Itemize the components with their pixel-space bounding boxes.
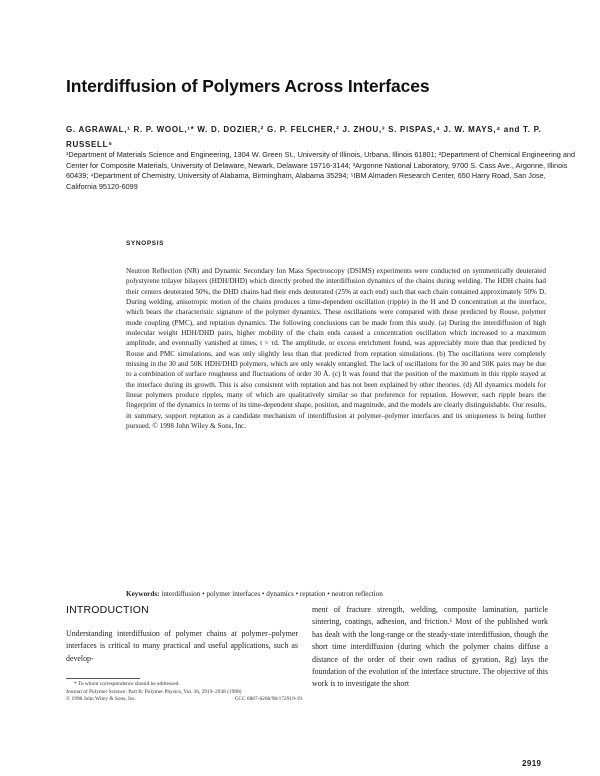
footnote-copyright: © 1998 John Wiley & Sons, Inc. <box>66 696 137 703</box>
footnote-journal: Journal of Polymer Science: Part B: Polymer Physics, Vol. 36, 2919–2938 (1998) <box>66 688 242 695</box>
article-title: Interdiffusion of Polymers Across Interfaces <box>66 76 430 96</box>
keywords-list: interdiffusion • polymer interfaces • dynamics • reptation • neutron reflection <box>161 590 383 598</box>
page-number: 2919 <box>522 759 542 768</box>
author-list: G. AGRAWAL,¹ R. P. WOOL,¹* W. D. DOZIER,² G. P. FELCHER,² J. ZHOU,³ S. PISPAS,⁴ J. W. MAYS,⁴ and T. P. RUSSELL⁵ <box>66 125 542 149</box>
footnote-divider <box>66 678 140 679</box>
introduction-left-column: Understanding interdiffusion of polymer chains at polymer–polymer interfaces is critical to many practical and useful applications, such as develop- <box>66 629 298 663</box>
affiliations: ¹Department of Materials Science and Engineering, 1304 W. Green St., University of Illinois, Urbana, Illinois 61801; ²Department of Chemical Engineering and Center for Composite Materials, University of Delaware, Newark, Delaware 19716-3144; ³Argonne National Laboratory, 9700 S. Cass Ave., Argonne, Illinois 60439; ⁴Department of Chemistry, University of Alabama, Birmingham, Alabama 35294; ⁵IBM Almaden Research Center, 650 Harry Road, San Jose, California 95120-6099 <box>66 150 576 191</box>
footnote-ccc: CCC 0887-6266/98/172919-19 <box>234 696 302 703</box>
footnote-correspondence: * To whom correspondence should be addressed. <box>74 681 180 687</box>
footnote-copyright-line <box>66 696 302 704</box>
introduction-heading: INTRODUCTION <box>66 604 149 616</box>
synopsis-abstract: Neutron Reflection (NR) and Dynamic Secondary Ion Mass Spectroscopy (DSIMS) experiments were conducted on symmetrically deuterated polystyrene trilayer bilayers (HDH/DHD) which directly probed the interdiffusion dynamics of the chains during welding. The HDH chains had their centers deuterated 50%, the DHD chains had their ends deuterated (25% at each end) such that each chain contained approximately 50% D. During welding, anisotropic motion of the chains produces a time-dependent oscillation (ripple) in the H and D concentration at the interface, which bears the characteristic signature of the polymer dynamics. These oscillations were compared with those predicted by Rouse, polymer mode coupling (PMC), and reptation dynamics. The following conclusions can be made from this study. (a) During the interdiffusion of high molecular weight HDH/DHD pairs, higher mobility of the chain ends caused a concentration oscillation which increased to a maximum amplitude, and eventually vanished at times, t > τd. The amplitude, or excess enrichment found, was appreciably more than that predicted by Rouse and PMC simulations, and was only slightly less than that predicted from reptation simulations. (b) The oscillations were completely missing in the 30 and 50K HDH/DHD polymers, which are only weakly entangled. The lack of oscillations for the 30 and 50K pairs may be due to a combination of surface roughness and fluctuations of order 30 Å. (c) It was found that the position of the maximum in this ripple stayed at the interface during its growth. This is also consistent with reptation and has not been explained by other theories. (d) All dynamics models for linear polymers produce ripples, many of which are qualitatively similar so that preference for reptation. However, each ripple bears the fingerprint of the dynamics in terms of its time-dependent shape, position, and magnitude, and the models are clearly distinguishable. Our results, in summary, support reptation as a candidate mechanism of interdiffusion at polymer–polymer interfaces and its uniqueness is being further pursued. © 1998 John Wiley & Sons, Inc. <box>126 267 546 431</box>
footnotes <box>66 681 302 704</box>
keywords-line <box>126 589 546 599</box>
keywords-label: Keywords: <box>126 590 160 598</box>
introduction-right-column: ment of fracture strength, welding, composite lamination, particle sintering, coatings, adhesion, and friction.¹ Most of the published work has dealt with the long-range or the steady-state interdiffusion, though the short time interdiffusion (during which the polymer chains diffuse a distance of the order of their own radius of gyration, Rg) lays the foundation of the evolution of the interface structure. The objective of this work is to investigate the short <box>312 605 548 689</box>
synopsis-heading: SYNOPSIS <box>126 240 165 247</box>
